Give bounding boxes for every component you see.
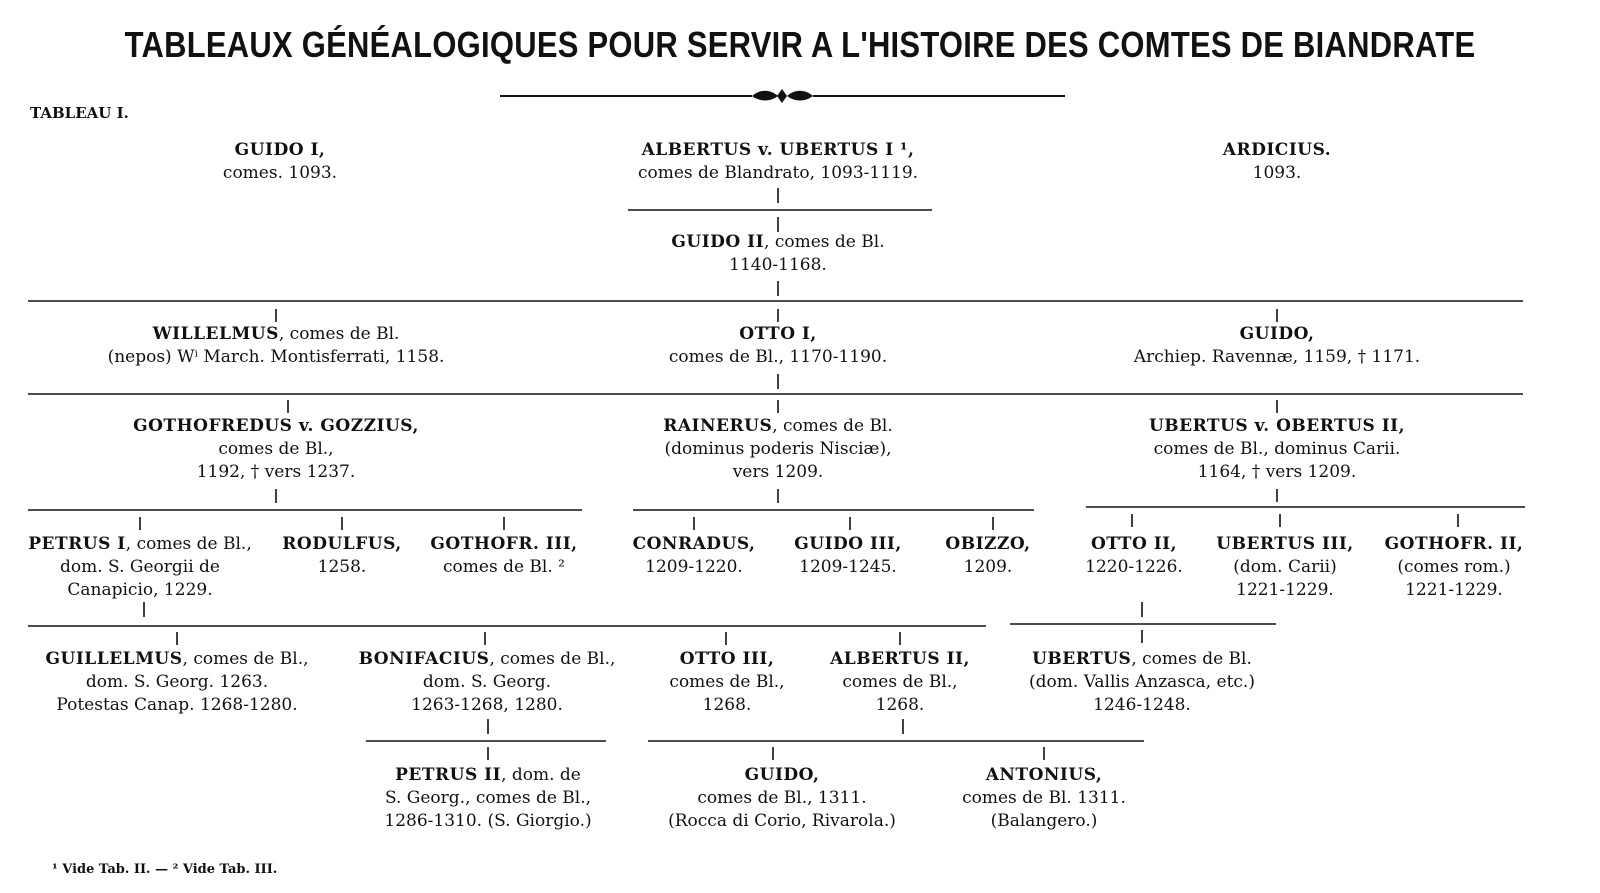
person-antonius: ANTONIUS, comes de Bl. 1311. (Balangero.) (962, 765, 1126, 831)
person-guido-archiep: GUIDO, Archiep. Ravennæ, 1159, † 1171. (1133, 324, 1421, 367)
page-title: TABLEAUX GÉNÉALOGIQUES POUR SERVIR A L'HISTOIRE DES COMTES DE BIANDRATE (124, 24, 1476, 65)
person-bonifacius: BONIFACIUS, comes de Bl., dom. S. Georg. 1263-1268, 1280. (358, 649, 616, 715)
person-albertus-i: ALBERTUS v. UBERTUS I ¹, comes de Blandrato, 1093-1119. (637, 140, 919, 183)
person-willelmus: WILLELMUS, comes de Bl. (nepos) Wⁱ March. Montisferrati, 1158. (107, 324, 445, 367)
person-gothofr-iii: GOTHOFR. III, comes de Bl. ² (430, 534, 578, 577)
person-petrus-i: PETRUS I, comes de Bl., dom. S. Georgii de Canapicio, 1229. (28, 534, 252, 600)
person-gothofr-ii: GOTHOFR. II, (comes rom.) 1221-1229. (1384, 534, 1524, 600)
person-ubertus-iii: UBERTUS III, (dom. Carii) 1221-1229. (1216, 534, 1354, 600)
person-ubertus-anzasca: UBERTUS, comes de Bl. (dom. Vallis Anzasca, etc.) 1246-1248. (1029, 649, 1255, 715)
person-guillelmus: GUILLELMUS, comes de Bl., dom. S. Georg. 1263. Potestas Canap. 1268-1280. (45, 649, 309, 715)
person-guido-ii: GUIDO II, comes de Bl. 1140-1168. (671, 232, 885, 275)
person-otto-iii: OTTO III, comes de Bl., 1268. (669, 649, 785, 715)
person-albertus-ii: ALBERTUS II, comes de Bl., 1268. (830, 649, 970, 715)
footnote: ¹ Vide Tab. II. — ² Vide Tab. III. (52, 862, 278, 877)
person-guido-rivarola: GUIDO, comes de Bl., 1311. (Rocca di Corio, Rivarola.) (668, 765, 896, 831)
person-obizzo: OBIZZO, 1209. (945, 534, 1031, 577)
person-petrus-ii: PETRUS II, dom. de S. Georg., comes de Bl., 1286-1310. (S. Giorgio.) (384, 765, 592, 831)
person-conradus: CONRADUS, 1209-1220. (632, 534, 756, 577)
person-rodulfus: RODULFUS, 1258. (282, 534, 402, 577)
person-otto-i: OTTO I, comes de Bl., 1170-1190. (668, 324, 888, 367)
table-label: TABLEAU I. (30, 104, 129, 122)
person-rainerus: RAINERUS, comes de Bl. (dominus poderis Nisciæ), vers 1209. (663, 416, 893, 482)
person-ubertus-ii: UBERTUS v. OBERTUS II, comes de Bl., dominus Carii. 1164, † vers 1209. (1148, 416, 1406, 482)
person-guido-iii: GUIDO III, 1209-1245. (794, 534, 902, 577)
person-otto-ii: OTTO II, 1220-1226. (1085, 534, 1183, 577)
person-ardicius: ARDICIUS. 1093. (1222, 140, 1332, 183)
person-guido-i: GUIDO I, comes. 1093. (222, 140, 338, 183)
person-gothofredus: GOTHOFREDUS v. GOZZIUS, comes de Bl., 1192, † vers 1237. (133, 416, 419, 482)
